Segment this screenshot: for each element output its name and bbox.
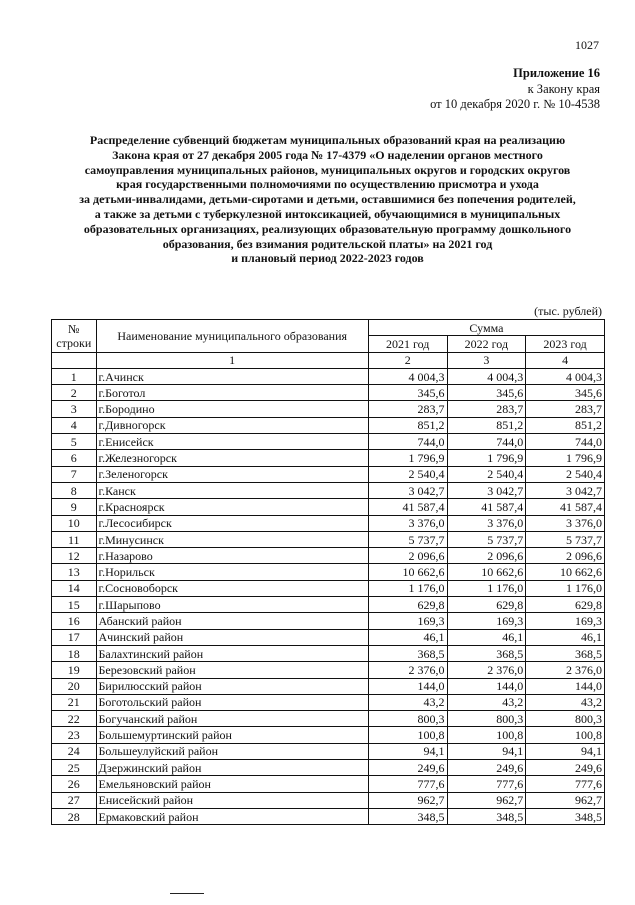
- amount-2022: 10 662,6: [447, 564, 526, 580]
- amount-2022: 629,8: [447, 597, 526, 613]
- amount-2021: 345,6: [368, 385, 447, 401]
- appendix-date: от 10 декабря 2020 г. № 10-4538: [430, 97, 600, 111]
- amount-2021: 10 662,6: [368, 564, 447, 580]
- amount-2023: 962,7: [526, 792, 605, 808]
- row-number: 27: [52, 792, 97, 808]
- amount-2022: 851,2: [447, 417, 526, 433]
- document-title: [50, 133, 605, 266]
- header-col-index: 2: [368, 352, 447, 368]
- municipality-name: г.Зеленогорск: [96, 466, 368, 482]
- footer-divider: [170, 893, 204, 894]
- amount-2021: 851,2: [368, 417, 447, 433]
- title-line: а также за детьми с туберкулезной интоксикацией, обучающимися в муниципальных: [94, 206, 561, 221]
- municipality-name: Ермаковский район: [96, 808, 368, 824]
- municipality-name: г.Бородино: [96, 401, 368, 417]
- row-number: 24: [52, 743, 97, 759]
- row-number: 1: [52, 368, 97, 384]
- units-label: (тыс. рублей): [534, 304, 602, 318]
- amount-2022: 2 540,4: [447, 466, 526, 482]
- header-col-index: 3: [447, 352, 526, 368]
- table-row: [52, 727, 605, 743]
- amount-2021: 249,6: [368, 760, 447, 776]
- table-row: [52, 580, 605, 596]
- row-number: 7: [52, 466, 97, 482]
- amount-2021: 41 587,4: [368, 499, 447, 515]
- amount-2021: 2 540,4: [368, 466, 447, 482]
- amount-2021: 1 176,0: [368, 580, 447, 596]
- municipality-name: г.Лесосибирск: [96, 515, 368, 531]
- amount-2022: 4 004,3: [447, 368, 526, 384]
- amount-2023: 2 096,6: [526, 548, 605, 564]
- row-number: 16: [52, 613, 97, 629]
- municipality-name: г.Дивногорск: [96, 417, 368, 433]
- amount-2023: 744,0: [526, 434, 605, 450]
- row-number: 4: [52, 417, 97, 433]
- row-number: 25: [52, 760, 97, 776]
- amount-2021: 283,7: [368, 401, 447, 417]
- amount-2021: 43,2: [368, 694, 447, 710]
- table-row: [52, 499, 605, 515]
- amount-2023: 2 376,0: [526, 662, 605, 678]
- table-row: [52, 466, 605, 482]
- page-number: 1027: [575, 38, 599, 52]
- table-row: [52, 808, 605, 824]
- municipality-name: Березовский район: [96, 662, 368, 678]
- amount-2021: 1 796,9: [368, 450, 447, 466]
- amount-2021: 3 376,0: [368, 515, 447, 531]
- row-number: 15: [52, 597, 97, 613]
- amount-2023: 169,3: [526, 613, 605, 629]
- row-number: 18: [52, 645, 97, 661]
- municipality-name: Бирилюсский район: [96, 678, 368, 694]
- title-line: Закона края от 27 декабря 2005 года № 17-4379 «О наделении органов местного: [112, 147, 543, 162]
- amount-2023: 2 540,4: [526, 466, 605, 482]
- municipality-name: Богучанский район: [96, 711, 368, 727]
- amount-2023: 345,6: [526, 385, 605, 401]
- amount-2022: 249,6: [447, 760, 526, 776]
- table-row: [52, 743, 605, 759]
- municipality-name: г.Ачинск: [96, 368, 368, 384]
- table-row: [52, 385, 605, 401]
- amount-2023: 283,7: [526, 401, 605, 417]
- municipality-name: Дзержинский район: [96, 760, 368, 776]
- amount-2023: 94,1: [526, 743, 605, 759]
- amount-2023: 41 587,4: [526, 499, 605, 515]
- title-line: Распределение субвенций бюджетам муниципальных образований края на реализацию: [89, 133, 566, 147]
- amount-2023: 100,8: [526, 727, 605, 743]
- amount-2021: 46,1: [368, 629, 447, 645]
- row-number: 14: [52, 580, 97, 596]
- amount-2022: 283,7: [447, 401, 526, 417]
- table-body: [52, 368, 605, 824]
- header-year-2022: 2022 год: [447, 336, 526, 352]
- title-line: самоуправления муниципальных районов, муниципальных округов и городских округов: [84, 162, 571, 177]
- row-number: 21: [52, 694, 97, 710]
- amount-2021: 800,3: [368, 711, 447, 727]
- amount-2022: 777,6: [447, 776, 526, 792]
- title-line: образовательных организациях, реализующих образовательную программу дошкольного: [83, 221, 572, 236]
- table-row: [52, 368, 605, 384]
- row-number: 20: [52, 678, 97, 694]
- table-row: [52, 613, 605, 629]
- amount-2021: 2 096,6: [368, 548, 447, 564]
- amount-2023: 249,6: [526, 760, 605, 776]
- table-row: [52, 662, 605, 678]
- amount-2021: 4 004,3: [368, 368, 447, 384]
- amount-2023: 4 004,3: [526, 368, 605, 384]
- table-row: [52, 629, 605, 645]
- header-col-index: [52, 352, 97, 368]
- amount-2021: 169,3: [368, 613, 447, 629]
- amount-2023: 46,1: [526, 629, 605, 645]
- table-row: [52, 515, 605, 531]
- table-row: [52, 694, 605, 710]
- table-row: [52, 597, 605, 613]
- municipality-name: Емельяновский район: [96, 776, 368, 792]
- amount-2021: 3 042,7: [368, 482, 447, 498]
- amount-2021: 348,5: [368, 808, 447, 824]
- row-number: 28: [52, 808, 97, 824]
- table-header: [52, 320, 605, 369]
- row-number: 8: [52, 482, 97, 498]
- header-col-index: 4: [526, 352, 605, 368]
- municipality-name: Балахтинский район: [96, 645, 368, 661]
- amount-2022: 348,5: [447, 808, 526, 824]
- amount-2023: 851,2: [526, 417, 605, 433]
- municipality-name: г.Назарово: [96, 548, 368, 564]
- municipality-name: Енисейский район: [96, 792, 368, 808]
- row-number: 17: [52, 629, 97, 645]
- amount-2023: 1 176,0: [526, 580, 605, 596]
- table-row: [52, 792, 605, 808]
- amount-2021: 629,8: [368, 597, 447, 613]
- row-number: 3: [52, 401, 97, 417]
- amount-2022: 94,1: [447, 743, 526, 759]
- amount-2022: 169,3: [447, 613, 526, 629]
- amount-2022: 3 376,0: [447, 515, 526, 531]
- row-number: 9: [52, 499, 97, 515]
- amount-2023: 800,3: [526, 711, 605, 727]
- amount-2022: 3 042,7: [447, 482, 526, 498]
- municipality-name: г.Сосновоборск: [96, 580, 368, 596]
- table-row: [52, 401, 605, 417]
- amount-2021: 962,7: [368, 792, 447, 808]
- amount-2023: 3 042,7: [526, 482, 605, 498]
- municipality-name: г.Красноярск: [96, 499, 368, 515]
- municipality-name: г.Канск: [96, 482, 368, 498]
- amount-2021: 5 737,7: [368, 531, 447, 547]
- table-row: [52, 645, 605, 661]
- amount-2022: 1 176,0: [447, 580, 526, 596]
- amount-2023: 368,5: [526, 645, 605, 661]
- amount-2021: 368,5: [368, 645, 447, 661]
- table-row: [52, 760, 605, 776]
- row-number: 23: [52, 727, 97, 743]
- row-number: 13: [52, 564, 97, 580]
- row-number: 10: [52, 515, 97, 531]
- municipality-name: г.Енисейск: [96, 434, 368, 450]
- row-number: 19: [52, 662, 97, 678]
- title-line: и плановый период 2022-2023 годов: [231, 251, 424, 266]
- table-row: [52, 776, 605, 792]
- table-row: [52, 531, 605, 547]
- amount-2022: 2 096,6: [447, 548, 526, 564]
- amount-2022: 41 587,4: [447, 499, 526, 515]
- table-row: [52, 678, 605, 694]
- amount-2023: 777,6: [526, 776, 605, 792]
- municipality-name: Большеулуйский район: [96, 743, 368, 759]
- table-row: [52, 564, 605, 580]
- table-row: [52, 548, 605, 564]
- appendix-block: [430, 66, 600, 113]
- amount-2023: 1 796,9: [526, 450, 605, 466]
- amount-2022: 46,1: [447, 629, 526, 645]
- row-number: 12: [52, 548, 97, 564]
- table-row: [52, 434, 605, 450]
- header-sum: Сумма: [368, 320, 604, 336]
- title-line: образования, без взимания родительской платы» на 2021 год: [162, 236, 493, 251]
- amount-2022: 744,0: [447, 434, 526, 450]
- municipality-name: г.Железногорск: [96, 450, 368, 466]
- amount-2023: 144,0: [526, 678, 605, 694]
- table-row: [52, 450, 605, 466]
- amount-2022: 5 737,7: [447, 531, 526, 547]
- municipality-name: Ачинский район: [96, 629, 368, 645]
- amount-2022: 2 376,0: [447, 662, 526, 678]
- header-year-2023: 2023 год: [526, 336, 605, 352]
- row-number: 11: [52, 531, 97, 547]
- municipality-name: г.Шарыпово: [96, 597, 368, 613]
- amount-2023: 629,8: [526, 597, 605, 613]
- row-number: 22: [52, 711, 97, 727]
- amount-2023: 3 376,0: [526, 515, 605, 531]
- amount-2022: 43,2: [447, 694, 526, 710]
- row-number: 2: [52, 385, 97, 401]
- municipality-name: Абанский район: [96, 613, 368, 629]
- amount-2021: 2 376,0: [368, 662, 447, 678]
- header-row-number: № строки: [52, 320, 97, 353]
- amount-2021: 100,8: [368, 727, 447, 743]
- row-number: 6: [52, 450, 97, 466]
- header-col-index: 1: [96, 352, 368, 368]
- header-year-2021: 2021 год: [368, 336, 447, 352]
- municipality-name: г.Минусинск: [96, 531, 368, 547]
- municipality-name: Боготольский район: [96, 694, 368, 710]
- amount-2021: 144,0: [368, 678, 447, 694]
- municipality-name: г.Боготол: [96, 385, 368, 401]
- row-number: 26: [52, 776, 97, 792]
- amount-2022: 100,8: [447, 727, 526, 743]
- subsidy-table: [51, 319, 605, 825]
- amount-2023: 348,5: [526, 808, 605, 824]
- municipality-name: Большемуртинский район: [96, 727, 368, 743]
- appendix-law-ref: к Закону края: [527, 81, 600, 96]
- appendix-title: Приложение 16: [513, 66, 600, 80]
- title-line: края государственными полномочиями по осуществлению присмотра и ухода: [116, 177, 539, 192]
- amount-2023: 5 737,7: [526, 531, 605, 547]
- title-line: за детьми-инвалидами, детьми-сиротами и детьми, оставшимися без попечения родителей,: [79, 192, 576, 207]
- amount-2022: 800,3: [447, 711, 526, 727]
- amount-2022: 962,7: [447, 792, 526, 808]
- municipality-name: г.Норильск: [96, 564, 368, 580]
- amount-2023: 10 662,6: [526, 564, 605, 580]
- header-name: Наименование муниципального образования: [96, 320, 368, 353]
- amount-2021: 744,0: [368, 434, 447, 450]
- table-row: [52, 711, 605, 727]
- row-number: 5: [52, 434, 97, 450]
- amount-2021: 777,6: [368, 776, 447, 792]
- amount-2022: 368,5: [447, 645, 526, 661]
- amount-2022: 1 796,9: [447, 450, 526, 466]
- amount-2023: 43,2: [526, 694, 605, 710]
- amount-2021: 94,1: [368, 743, 447, 759]
- amount-2022: 144,0: [447, 678, 526, 694]
- table-row: [52, 482, 605, 498]
- table-row: [52, 417, 605, 433]
- amount-2022: 345,6: [447, 385, 526, 401]
